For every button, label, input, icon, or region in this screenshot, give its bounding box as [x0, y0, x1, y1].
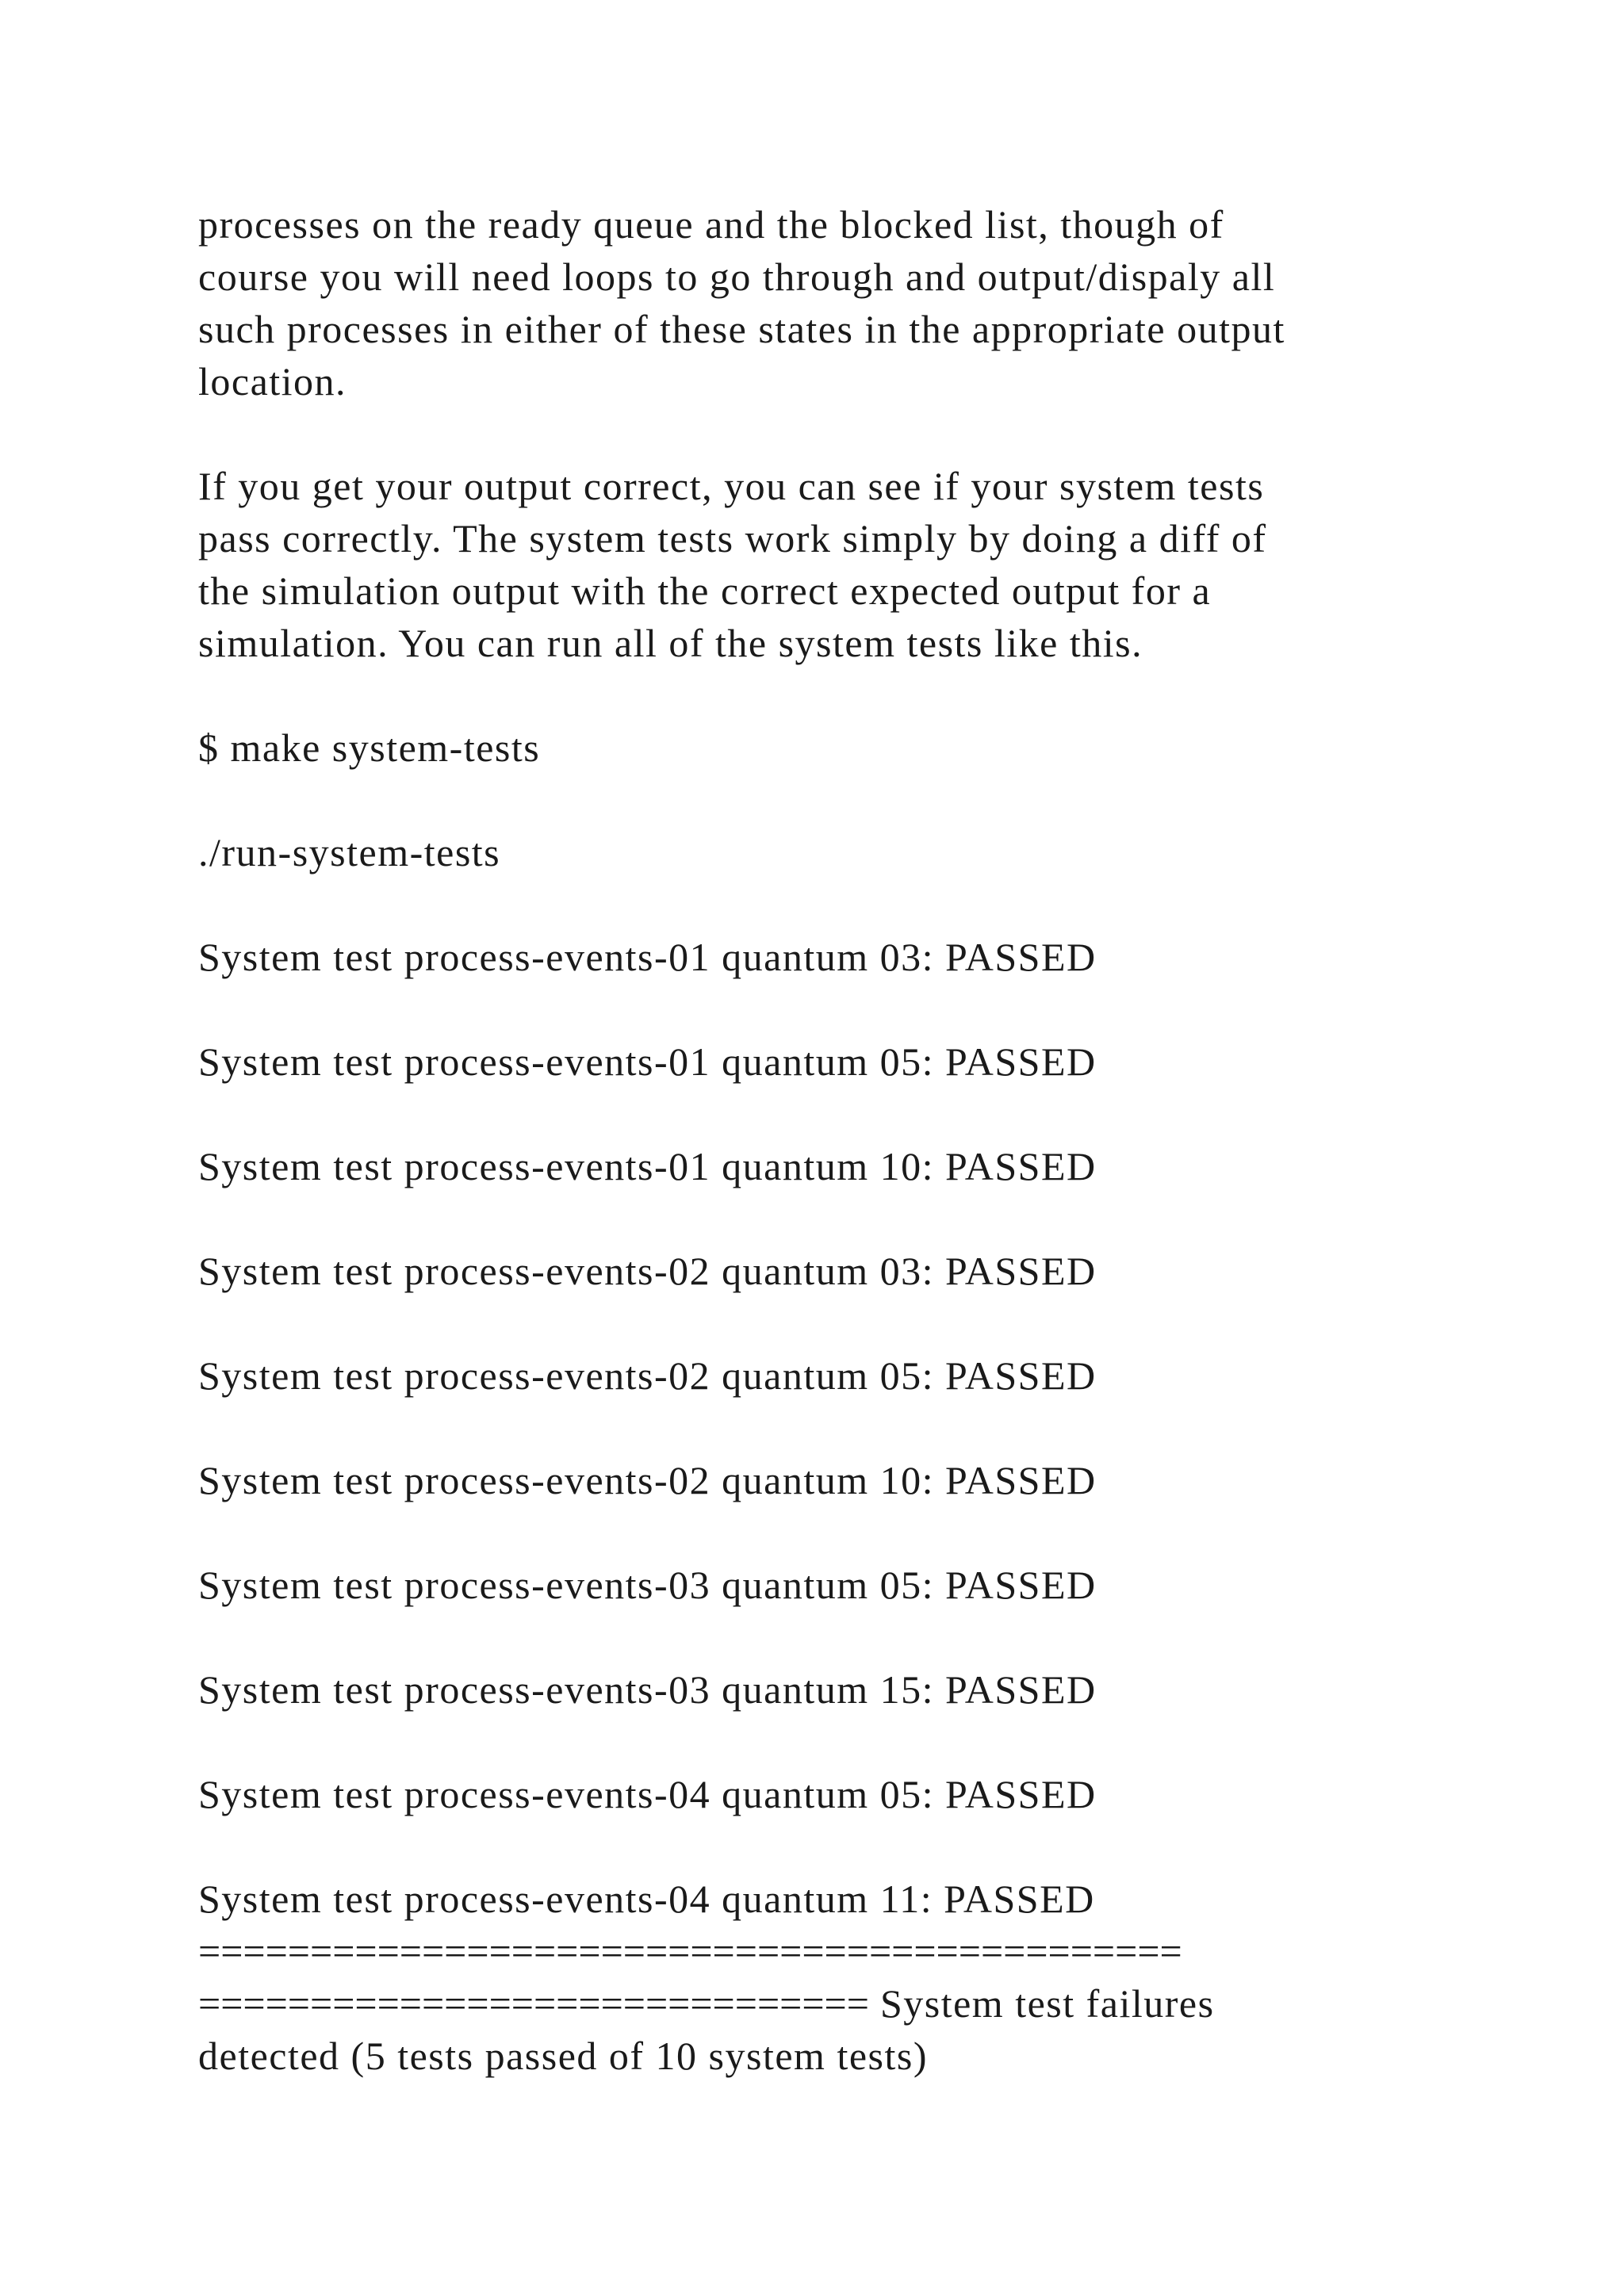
run-command: ./run-system-tests: [198, 830, 501, 874]
test-result-line: System test process-events-01 quantum 10: PASSED: [198, 1144, 1097, 1188]
test-result-line: System test process-events-02 quantum 05: PASSED: [198, 1353, 1097, 1398]
summary-detail: detected (5 tests passed of 10 system tests): [198, 2034, 928, 2078]
paragraph-line: processes on the ready queue and the blocked list, though of: [198, 202, 1224, 247]
test-result-line: System test process-events-01 quantum 05: PASSED: [198, 1039, 1097, 1084]
paragraph-line: the simulation output with the correct expected output for a: [198, 568, 1212, 613]
test-result-line: System test process-events-03 quantum 15: PASSED: [198, 1667, 1097, 1712]
paragraph-line: If you get your output correct, you can see if your system tests: [198, 464, 1265, 508]
test-result-line: System test process-events-02 quantum 03: PASSED: [198, 1249, 1097, 1293]
test-result-line: System test process-events-04 quantum 11: PASSED: [198, 1877, 1095, 1921]
paragraph-line: location.: [198, 359, 347, 404]
paragraph-system-tests: [198, 460, 1435, 669]
paragraph-line: course you will need loops to go through and output/dispaly all: [198, 254, 1276, 299]
paragraph-line: pass correctly. The system tests work simply by doing a diff of: [198, 516, 1267, 561]
summary-text: System test failures: [868, 1981, 1215, 2026]
test-result-line: System test process-events-02 quantum 10: PASSED: [198, 1458, 1097, 1502]
separator-line: ============================================: [198, 1929, 1182, 1973]
test-result-line: System test process-events-03 quantum 05: PASSED: [198, 1563, 1097, 1607]
paragraph-line: simulation. You can run all of the system tests like this.: [198, 621, 1143, 665]
test-result-line: System test process-events-04 quantum 05: PASSED: [198, 1772, 1097, 1816]
paragraph-intro: [198, 198, 1435, 408]
summary-line: [198, 1977, 1435, 2030]
make-command: $ make system-tests: [198, 725, 541, 770]
test-result-line: System test process-events-01 quantum 03: PASSED: [198, 935, 1097, 979]
document-body: [198, 198, 1435, 2082]
separator-prefix: ==============================: [198, 1981, 869, 2026]
paragraph-line: such processes in either of these states in the appropriate output: [198, 307, 1285, 351]
